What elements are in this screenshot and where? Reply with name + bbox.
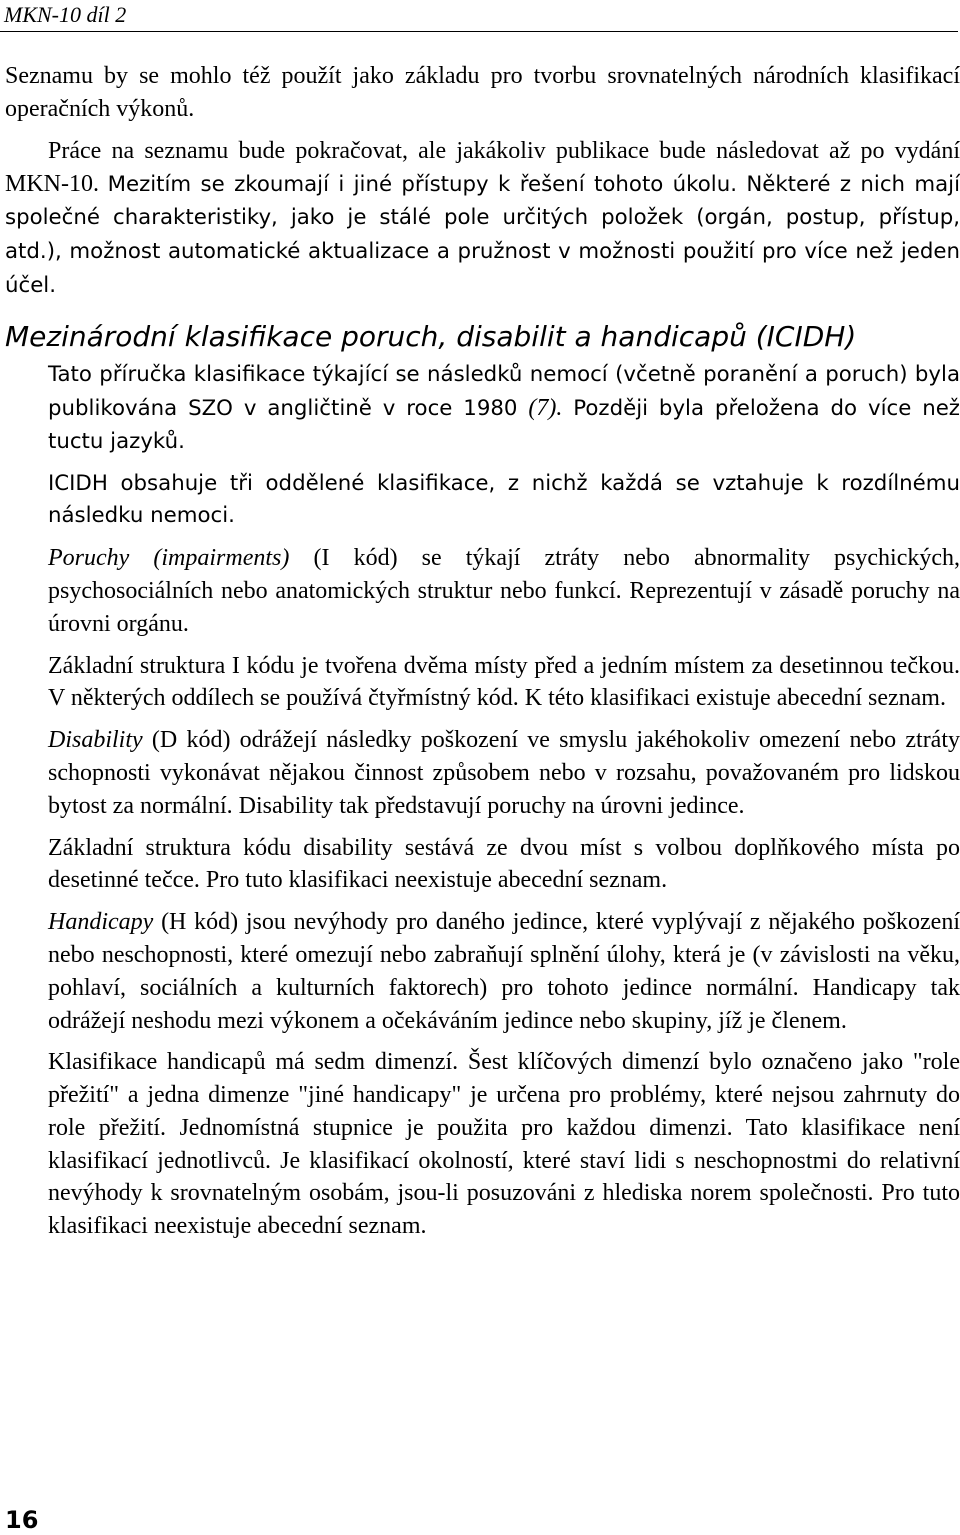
impairments-term: Poruchy (impairments) [48,545,290,572]
icidh-intro-paragraph: Tato příručka klasifikace týkající se následků nemocí (včetně poranění a poruch) byla publikována SZO v angličtině v roce 1980 (7). Později byla přeložena do více než tuctu jazyků. [48,362,960,454]
handicap-structure-paragraph: Klasifikace handicapů má sedm dimenzí. Šest klíčových dimenzí bylo označeno jako "role přežití" a jedna dimenze "jiné handicapy" je určena pro problémy, které nejsou zahrnuty do role přežití. Jednomístná stupnice je použita pro každou dimenzi. Tato klasifikace není klasifikací jednotlivců. Je klasifikací okolností, které staví lidi s neschopnostmi do relativní nevýhody k srovnatelným osobám, jsou-li posuzováni z hlediska norem společnosti. Pro tuto klasifikaci neexistuje abecední seznam. [48,1049,960,1240]
reference-citation: (7). [528,394,563,421]
intro-paragraph-2 [5,135,960,302]
section-body [5,359,960,1243]
icidh-structure-paragraph: ICIDH obsahuje tři oddělené klasifikace, z nichž každá se vztahuje k rozdílnému následku nemoci. [48,470,960,529]
disability-structure-paragraph: Základní struktura kódu disability sestává ze dvou míst s volbou doplňkového místa po desetinné tečce. Pro tuto klasifikaci neexistuje abecední seznam. [48,834,960,894]
page-content [5,60,960,1243]
disability-term: Disability [48,727,143,754]
disability-paragraph: Disability (D kód) odrážejí následky poškození ve smyslu jakéhokoliv omezení nebo ztráty schopnosti vykonávat nějakou činnost způsobem nebo v rozsahu, považovaném pro lidskou bytost za normální. Disability tak představují poruchy na úrovni jedince. [48,727,960,819]
intro-paragraph-1: Seznamu by se mohlo též použít jako základu pro tvorbu srovnatelných národních klasifikací operačních výkonů. [5,63,960,122]
impairments-structure-paragraph: Základní struktura I kódu je tvořena dvěma místy před a jedním místem za desetinnou tečkou. V některých oddílech se používá čtyřmístný kód. K této klasifikaci existuje abecední seznam. [48,652,960,712]
page-number: 16 [5,1506,39,1534]
header-rule [0,31,958,32]
section-heading: Mezinárodní klasifikace poruch, disabilit a handicapů (ICIDH) [5,320,857,354]
impairments-paragraph: Poruchy (impairments) (I kód) se týkají ztráty nebo abnormality psychických, psychosociálních nebo anatomických struktur nebo funkcí. Reprezentují v zásadě poruchy na úrovni orgánu. [48,545,960,637]
handicap-term: Handicapy [48,909,154,936]
running-header: MKN-10 díl 2 [4,2,127,27]
handicap-paragraph: Handicapy (H kód) jsou nevýhody pro daného jedince, které vyplývají z nějakého poškození nebo neschopnosti, které omezují nebo zabraňují splnění úlohy, která je (v závislosti na věku, pohlaví, sociálních a kulturních faktorech) pro tohoto jedince normální. Handicapy tak odrážejí neshodu mezi výkonem a očekáváním jedince nebo skupiny, jíž je členem. [48,909,960,1034]
intro-paragraph-2-serif: Práce na seznamu bude pokračovat, ale jakákoliv publikace bude následovat až po vydání MKN-10. [5,138,960,197]
intro-paragraph-2-sans: Mezitím se zkoumají i jiné přístupy k řešení tohoto úkolu. Některé z nich mají společné charakteristiky, jako je stálé pole určitých položek (orgán, postup, přístup, atd.), možnost automatické aktualizace a pružnost v možnosti použití pro více než jeden účel. [5,171,960,298]
